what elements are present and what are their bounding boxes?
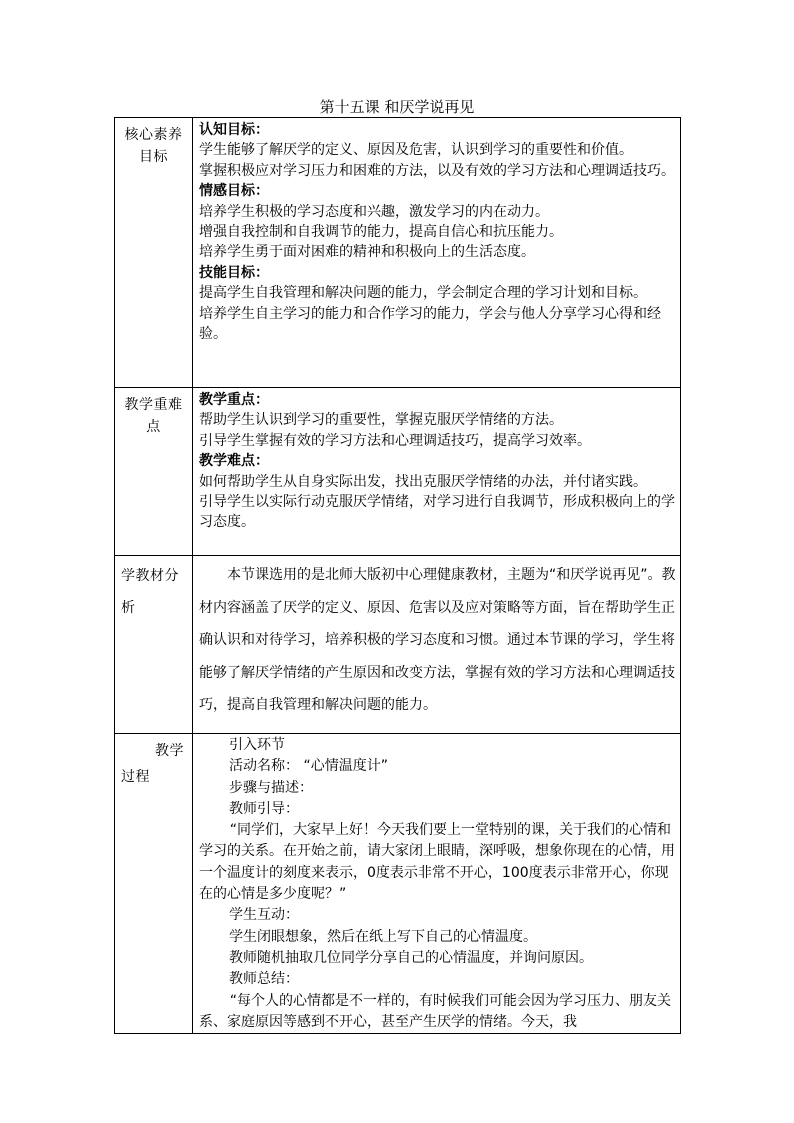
lesson-plan-table bbox=[114, 117, 681, 1034]
row-content-key-points bbox=[193, 388, 681, 556]
activity-name: 活动名称： “心情温度计” bbox=[229, 758, 388, 775]
point-line: 引导学生掌握有效的学习方法和心理调适技巧，提高学习效率。 bbox=[199, 432, 591, 449]
goal-line: 提高学生自我管理和解决问题的能力，学会制定合理的学习计划和目标。 bbox=[199, 285, 647, 302]
table-row-core-goals bbox=[115, 118, 681, 388]
point-line: 如何帮助学生从自身实际出发，找出克服厌学情绪的办法，并付诸实践。 bbox=[199, 473, 647, 490]
table-row-key-points bbox=[115, 388, 681, 556]
teacher-summary-label: 教师总结： bbox=[229, 971, 299, 988]
goal-line: 培养学生积极的学习态度和兴趣，激发学习的内在动力。 bbox=[199, 203, 549, 220]
page-title: 第十五课 和厌学说再见 bbox=[319, 98, 475, 116]
material-paragraph: 本节课选用的是北师大版初中心理健康教材，主题为“和厌学说再见”。教材内容涵盖了厌学的定义、原因、危害以及应对策略等方面，旨在帮助学生正确认识和对待学习，培养积极的学习态度和习惯。通过本节课的学习，学生将能够了解厌学情绪的产生原因和改变方法，掌握有效的学习方法和心理调适技巧，提高自我管理和解决问题的能力。 bbox=[199, 567, 676, 713]
student-interaction-label: 学生互动： bbox=[229, 907, 299, 924]
row-label-material-analysis: 学教材分 析 bbox=[115, 556, 193, 734]
table-row-teaching-process bbox=[115, 734, 681, 1034]
teacher-quote: “同学们，大家早上好！今天我们要上一堂特别的课，关于我们的心情和学习的关系。在开始之前，请大家闭上眼睛，深呼吸，想象你现在的心情，用一个温度计的刻度来表示，0度表示非常不开心，100度表示非常开心，你现在的心情是多少度呢？” bbox=[199, 822, 675, 903]
goal-line: 增强自我控制和自我调节的能力，提高自信心和抗压能力。 bbox=[199, 224, 563, 241]
row-label-key-points: 教学重难 点 bbox=[115, 388, 193, 556]
student-line: 教师随机抽取几位同学分享自己的心情温度，并询问原因。 bbox=[229, 949, 593, 966]
steps-label: 步骤与描述： bbox=[229, 779, 313, 796]
row-content-core-goals bbox=[193, 118, 681, 388]
goal-line: 培养学生自主学习的能力和合作学习的能力，学会与他人分享学习心得和经验。 bbox=[199, 305, 661, 343]
row-content-teaching-process bbox=[193, 734, 681, 1034]
row-content-material-analysis bbox=[193, 556, 681, 734]
section-heading: 情感目标： bbox=[199, 183, 269, 200]
row-label-teaching-process: 教学 过程 bbox=[115, 734, 193, 1034]
teacher-summary-quote: “每个人的心情都是不一样的，有时候我们可能会因为学习压力、朋友关系、家庭原因等感到不开心，甚至产生厌学的情绪。今天，我 bbox=[199, 992, 672, 1030]
goal-line: 学生能够了解厌学的定义、原因及危害，认识到学习的重要性和价值。 bbox=[199, 142, 633, 159]
table-row-material-analysis bbox=[115, 556, 681, 734]
process-intro: 引入环节 bbox=[229, 737, 285, 753]
row-label-core-goals: 核心素养 目标 bbox=[115, 118, 193, 388]
point-line: 引导学生以实际行动克服厌学情绪，对学习进行自我调节，形成积极向上的学习态度。 bbox=[199, 494, 675, 531]
point-line: 帮助学生认识到学习的重要性，掌握克服厌学情绪的方法。 bbox=[199, 412, 563, 429]
section-heading: 教学重点： bbox=[199, 392, 269, 408]
goal-line: 掌握积极应对学习压力和困难的方法，以及有效的学习方法和心理调适技巧。 bbox=[199, 162, 675, 179]
section-heading: 认知目标： bbox=[199, 122, 269, 138]
student-line: 学生闭眼想象，然后在纸上写下自己的心情温度。 bbox=[229, 928, 537, 945]
section-heading: 技能目标： bbox=[199, 264, 269, 281]
section-heading: 教学难点： bbox=[199, 453, 269, 470]
teacher-guide-label: 教师引导： bbox=[229, 800, 299, 817]
goal-line: 培养学生勇于面对困难的精神和积极向上的生活态度。 bbox=[199, 244, 535, 261]
